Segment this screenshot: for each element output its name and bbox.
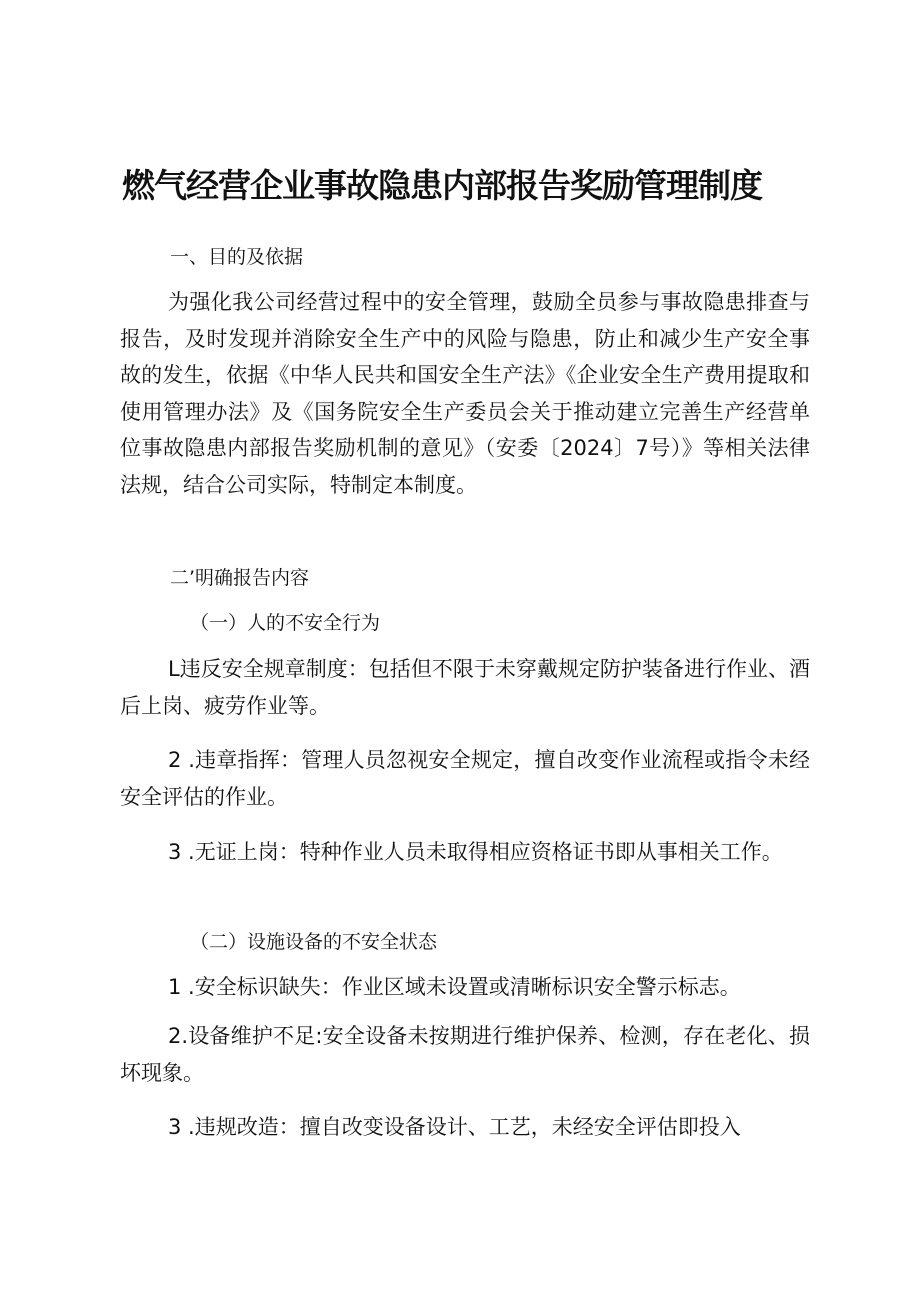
list-item-illegal-command: 2 .违章指挥：管理人员忽视安全规定，擅自改变作业流程或指令未经安全评估的作业。 [120, 748, 810, 809]
subsection-heading-unsafe-behavior: （一）人的不安全行为 [190, 612, 381, 634]
section-heading-purpose: 一、目的及依据 [170, 246, 304, 268]
section-heading-report-content: 二’明确报告内容 [170, 567, 310, 589]
subsection-heading-unsafe-equipment: （二）设施设备的不安全状态 [190, 931, 438, 953]
list-item-violation-rules: L违反安全规章制度：包括但不限于未穿戴规定防护装备进行作业、酒后上岗、疲劳作业等。 [120, 657, 810, 718]
list-item-unlicensed-work: 3 .无证上岗：特种作业人员未取得相应资格证书即从事相关工作。 [168, 840, 783, 864]
list-item-illegal-modification: 3 .违规改造：擅自改变设备设计、工艺，未经安全评估即投入 [168, 1115, 741, 1139]
list-item-maintenance: 2.设备维护不足:安全设备未按期进行维护保养、检测，存在老化、损坏现象。 [120, 1024, 810, 1085]
purpose-paragraph: 为强化我公司经营过程中的安全管理，鼓励全员参与事故隐患排查与报告，及时发现并消除安全生产中的风险与隐患，防止和减少生产安全事故的发生，依据《中华人民共和国安全生产法》《企业安全生产费用提取和使用管理办法》及《国务院安全生产委员会关于推动建立完善生产经营单位事故隐患内部报告奖励机制的意见》（安委〔2024〕7号）》等相关法律法规，结合公司实际，特制定本制度。 [120, 290, 810, 497]
list-item-missing-signs: 1 .安全标识缺失：作业区域未设置或清晰标识安全警示标志。 [168, 975, 741, 999]
document-title: 燃气经营企业事故隐患内部报告奖励管理制度 [122, 166, 762, 205]
